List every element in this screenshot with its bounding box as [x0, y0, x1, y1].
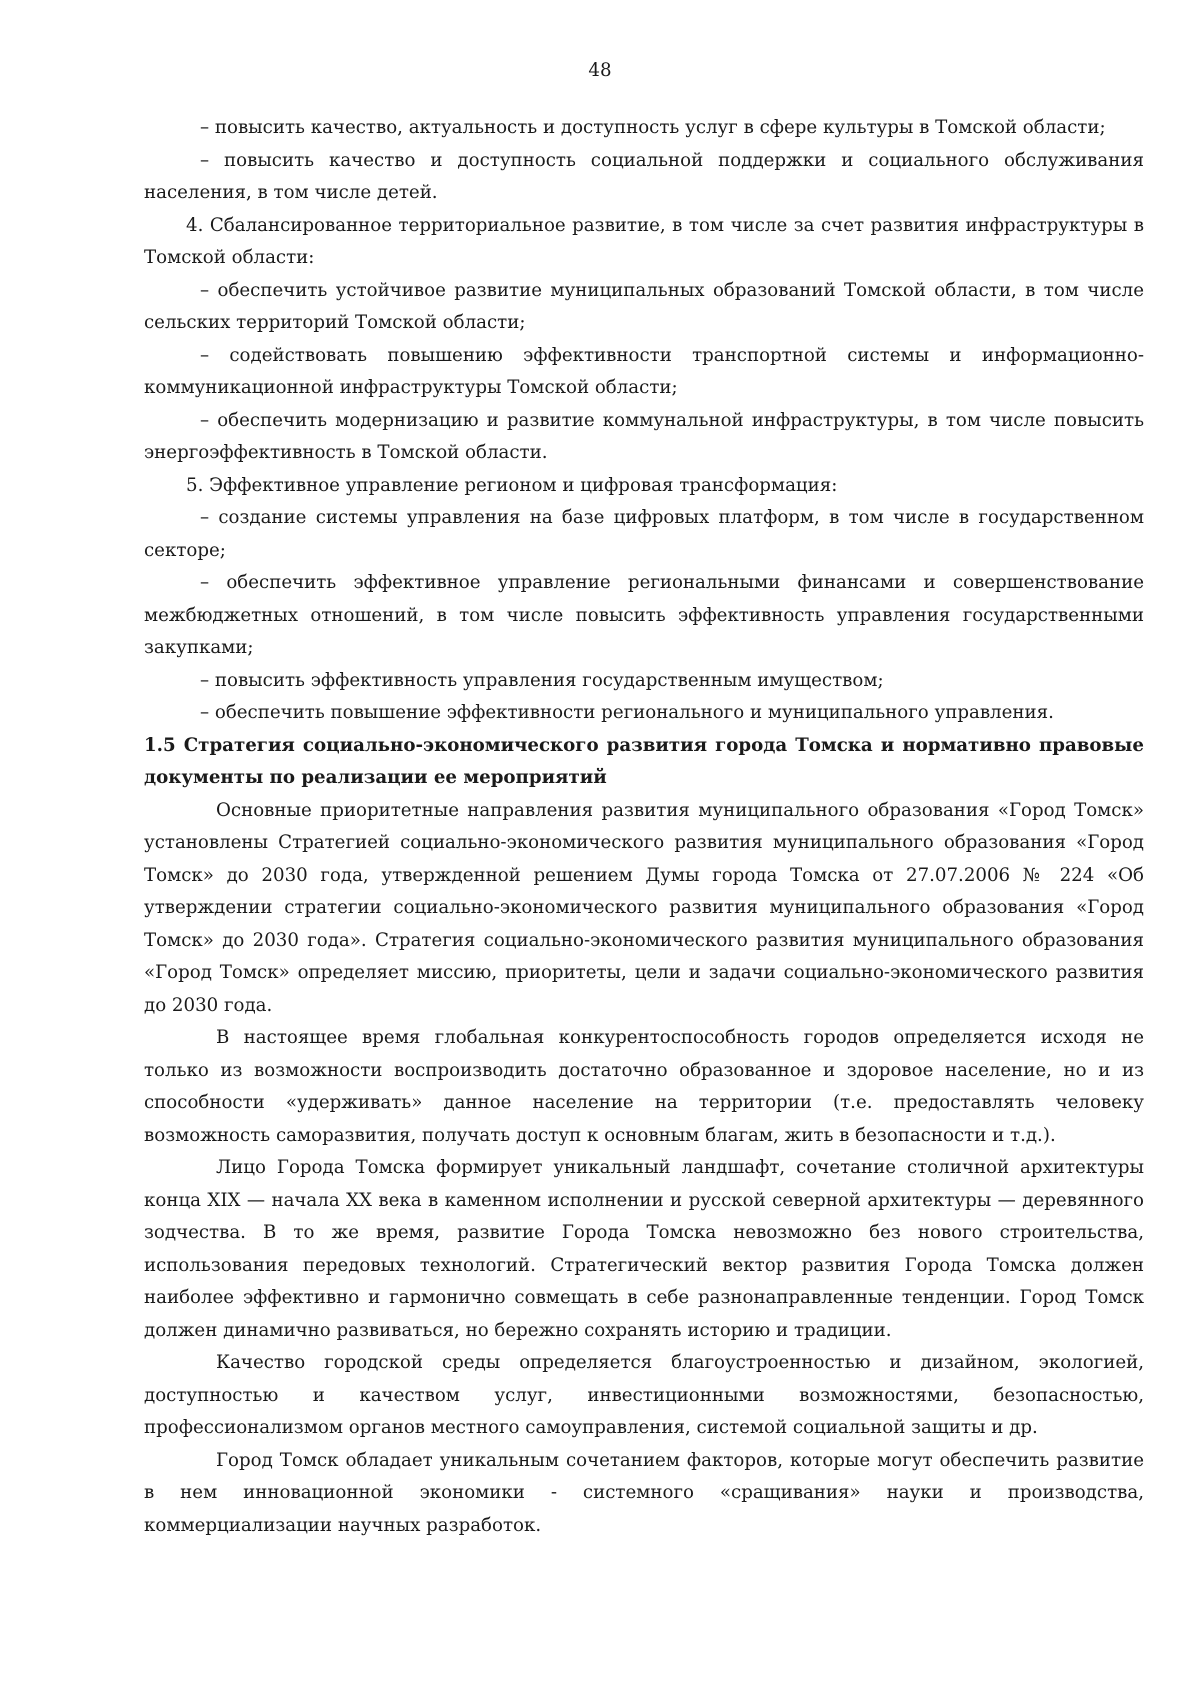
list-item: – содействовать повышению эффективности транспортной системы и информационно-коммуникационной инфраструктуры Томской области; [144, 344, 1144, 398]
page-content [144, 112, 1144, 1542]
numbered-item-5: 5. Эффективное управление регионом и цифровая трансформация: [186, 474, 838, 496]
list-item: – повысить эффективность управления государственным имуществом; [200, 669, 884, 691]
list-item: – повысить качество, актуальность и доступность услуг в сфере культуры в Томской области; [200, 117, 1106, 138]
page-number: 48 [588, 60, 612, 81]
section-heading: 1.5 Стратегия социально-экономического развития города Томска и нормативно правовые документы по реализации ее мероприятий [144, 734, 1144, 788]
numbered-item-4: 4. Сбалансированное территориальное развитие, в том числе за счет развития инфраструктуры в Томской области: [144, 214, 1144, 268]
paragraph: Город Томск обладает уникальным сочетанием факторов, которые могут обеспечить развитие в нем инновационной экономики - системного «сращивания» науки и производства, коммерциализации научных разработок. [144, 1449, 1144, 1536]
list-item: – создание системы управления на базе цифровых платформ, в том числе в государственном секторе; [144, 507, 1144, 561]
list-item: – обеспечить повышение эффективности регионального и муниципального управления. [200, 702, 1054, 723]
list-item: – повысить качество и доступность социальной поддержки и социального обслуживания населения, в том числе детей. [144, 149, 1144, 203]
list-item: – обеспечить устойчивое развитие муниципальных образований Томской области, в том числе сельских территорий Томской области; [144, 279, 1144, 333]
paragraph: Качество городской среды определяется благоустроенностью и дизайном, экологией, доступностью и качеством услуг, инвестиционными возможностями, безопасностью, профессионализмом органов местного самоуправления, системой социальной защиты и др. [144, 1352, 1144, 1438]
list-item: – обеспечить модернизацию и развитие коммунальной инфраструктуры, в том числе повысить энергоэффективность в Томской области. [144, 409, 1144, 463]
list-item: – обеспечить эффективное управление региональными финансами и совершенствование межбюджетных отношений, в том числе повысить эффективность управления государственными закупками; [144, 572, 1144, 658]
paragraph: В настоящее время глобальная конкурентоспособность городов определяется исходя не только из возможности воспроизводить достаточно образованное и здоровое население, но и из способности «удерживать» данное население на территории (т.е. предоставлять человеку возможность саморазвития, получать доступ к основным благам, жить в безопасности и т.д.). [144, 1027, 1144, 1146]
paragraph: Лицо Города Томска формирует уникальный ландшафт, сочетание столичной архитектуры конца XIX — начала XX века в каменном исполнении и русской северной архитектуры — деревянного зодчества. В то же время, развитие Города Томска невозможно без нового строительства, использования передовых технологий. Стратегический вектор развития Города Томска должен наиболее эффективно и гармонично совмещать в себе разнонаправленные тенденции. Город Томск должен динамично развиваться, но бережно сохранять историю и традиции. [144, 1157, 1144, 1341]
paragraph: Основные приоритетные направления развития муниципального образования «Город Томск» установлены Стратегией социально-экономического развития муниципального образования «Город Томск» до 2030 года, утвержденной решением Думы города Томска от 27.07.2006 № 224 «Об утверждении стратегии социально-экономического развития муниципального образования «Город Томск» до 2030 года». Стратегия социально-экономического развития муниципального образования «Город Томск» определяет миссию, приоритеты, цели и задачи социально-экономического развития до 2030 года. [144, 799, 1144, 1016]
